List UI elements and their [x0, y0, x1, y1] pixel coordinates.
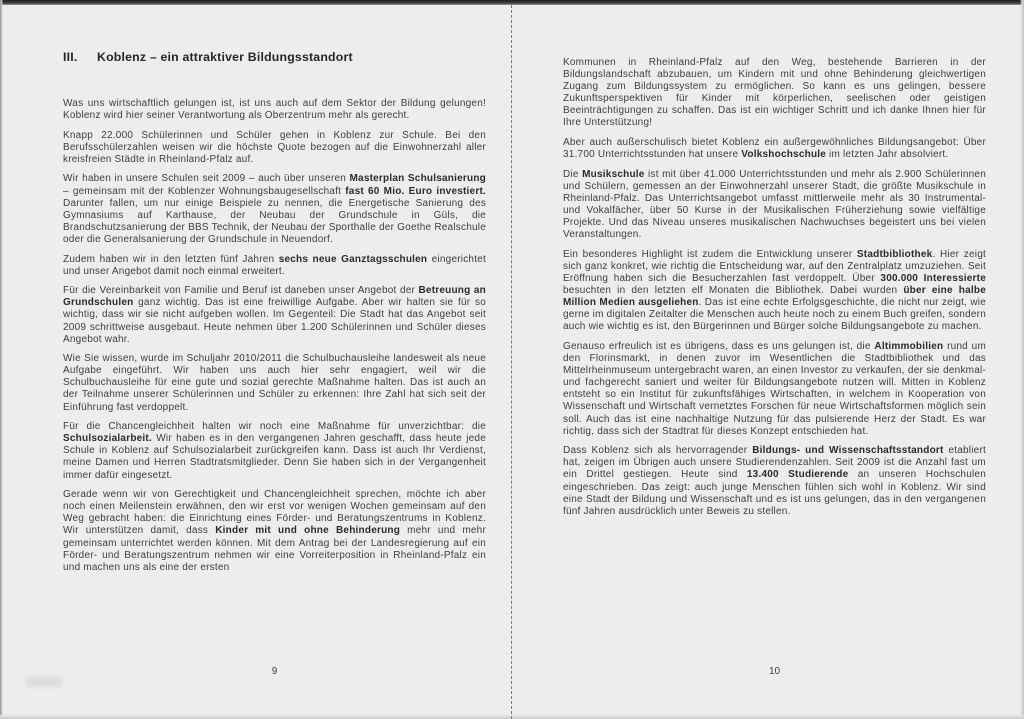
text-run: Die [563, 168, 583, 180]
text-run: . Das ist eine echte Erfolgsgeschichte, die nicht nur zeigt, wie gerne im digitalen Zeitalter die Menschen auch heute noch zu einem Buch greifen, sondern auch wie wichtig es ist, den Bürgerinnen und Bürger solche Bildungsangebote zu machen. [563, 297, 986, 333]
scan-left-edge [0, 0, 3, 719]
bold-text-run: Kinder mit und ohne Behinderung [215, 525, 401, 537]
text-run: an unseren Hochschulen eingeschrieben. Das zeigt: auch junge Menschen fühlen sich wohl in Koblenz. Wir sind eine Stadt der Bildung und Wissenschaft und es ist uns gelungen, das in den vergangenen fünf Jahren ausdrücklich unter Beweis zu stellen. [563, 469, 986, 517]
paragraph [63, 130, 486, 166]
text-run: etabliert hat, zeigen im Übrigen auch unsere Studierendenzahlen. Seit 2009 ist die Anzahl fast um ein Drittel gestiegen. Heute sind [563, 445, 986, 481]
page-number-left: 9 [271, 666, 278, 677]
text-run: ist mit über 41.000 Unterrichtsstunden und mehr als 2.900 Schülerinnen und Schülern, gemessen an der Einwohnerzahl unserer Stadt, die größte Musikschule in Rheinland-Pfalz. Das Unterrichtsangebot umfasst mittlerweile mehr als 30 Instrumental- und Vokalfächer, über 50 Kurse in der Musikalischen Früherziehung sowie vielfältige Projekte. Und das Niveau unseres musikalischen Nachwuchses begeistert uns bei vielen Veranstaltungen. [563, 168, 986, 241]
bold-text-run: Schulsozialarbeit. [63, 433, 152, 445]
text-run: rund um den Florinsmarkt, in denen zuvor im Wesentlichen die Stadtbibliothek und das Mittelrheinmuseum untergebracht waren, an einen Investor zu verkaufen, der sie denkmal- und fachgerecht saniert und weiter für Bildungsangebote nutzen will. Mitten in Koblenz entsteht so ein Institut für zukunftsfähiges Wirtschaften, in welchem in Kooperation von Wissenschaft und Wirtschaft vernetztes Forschen für neue Wirtschaftsformen möglich sein soll. Auch das ist eine nachhaltige Nutzung für das pulsierende Herz der Stadt. Es war richtig, dass sich der Stadtrat für dieses Konzept entschieden hat. [563, 340, 986, 437]
page-number-right: 10 [768, 666, 781, 677]
text-run: Knapp 22.000 Schülerinnen und Schüler gehen in Koblenz zur Schule. Bei den Berufsschülerzahlen weisen wir die höchste Quote bezogen auf die Einwohnerzahl aller kreisfreien Städte in Rheinland-Pfalz auf. [63, 129, 486, 165]
bold-text-run: sechs neue Ganztagsschulen [278, 253, 428, 265]
text-run: Genauso erfreulich ist es übrigens, dass es uns gelungen ist, die [563, 340, 875, 352]
text-run: Zudem haben wir in den letzten fünf Jahren [63, 253, 279, 265]
text-run: Wir haben es in den vergangenen Jahren geschafft, dass heute jede Schule in Koblenz auf Schulsozialarbeit zurückgreifen kann. Dass ist auch Ihr Verdienst, meine Damen und Herren Stadtratsmitglieder. Denn Sie haben sich in der Vergangenheit immer dafür eingesetzt. [63, 433, 486, 481]
text-run: Gerade wenn wir von Gerechtigkeit und Chancengleichheit sprechen, möchte ich aber noch einen Meilenstein erwähnen, den wir erst vor wenigen Wochen gemeinsam auf den Weg gebracht haben: die Einrichtung eines Förder- und Beratungszentrums in Koblenz. Wir unterstützen damit, dass [63, 489, 486, 537]
paragraph [563, 341, 986, 438]
paragraph [563, 57, 986, 130]
scan-top-edge [0, 0, 1024, 5]
text-run: Aber auch außerschulisch bietet Koblenz ein außergewöhnliches Bildungsangebot: Über 31.700 Unterrichtsstunden hat unsere [563, 137, 986, 161]
text-run: Was uns wirtschaftlich gelungen ist, ist uns auch auf dem Sektor der Bildung gelungen! Koblenz wird hier seiner Verantwortung als Oberzentrum mehr als gerecht. [63, 98, 486, 122]
paragraph [63, 353, 486, 413]
text-run: Für die Vereinbarkeit von Familie und Beruf ist daneben unser Angebot der [63, 285, 419, 297]
paragraph [563, 137, 986, 161]
text-run: ganz wichtig. Das ist eine freiwillige Aufgabe. Aber wir halten sie für so wichtig, dass wir sie nicht aufgeben wollen. Im Gegenteil: Die Stadt hat das Angebot seit 2009 schrittweise ausgebaut. Heute nehmen über 1.200 Schülerinnen und Schüler dieses Angebot wahr. [63, 297, 486, 345]
section-title: Koblenz – ein attraktiver Bildungsstandort [97, 50, 353, 64]
text-run: im letzten Jahr absolviert. [826, 149, 949, 161]
scan-bottom-edge [0, 714, 1024, 719]
section-number: III. [63, 50, 78, 64]
paragraph [63, 421, 486, 481]
page-fold-divider [511, 5, 512, 719]
text-run: Dass Koblenz sich als hervorragender [563, 445, 753, 457]
paragraph [63, 254, 486, 278]
bold-text-run: 13.400 Studierende [746, 469, 849, 481]
text-run: Wie Sie wissen, wurde im Schuljahr 2010/2011 die Schulbuchausleihe landesweit als neue Aufgabe eingeführt. Wir haben uns auch hier sehr engagiert, weil wir die Schulbuchausleihe für eine gute und sozial gerechte Maßnahme halten. Das ist auch an der Teilnahme unserer Schülerinnen und Schüler zu erkennen: Ihre Zahl hat sich seit der Einführung fast verdoppelt. [63, 353, 486, 413]
page-right [563, 57, 986, 518]
page-left [63, 50, 486, 574]
text-run: Für die Chancengleichheit halten wir noch eine Maßnahme für unverzichtbar: die [63, 421, 486, 433]
bold-text-run: Musikschule [582, 168, 645, 180]
paragraph [563, 445, 986, 518]
bold-text-run: über eine halbe Million Medien ausgeliehen [563, 285, 986, 309]
bold-text-run: Betreuung an Grundschulen [63, 285, 486, 309]
text-run: Ein besonderes Highlight ist zudem die Entwicklung unserer [563, 248, 857, 260]
page-left-body [63, 98, 486, 574]
text-run: . Hier zeigt sich ganz konkret, wie richtig die Entscheidung war, auf den Zentralplatz umzuziehen. Seit Eröffnung haben sich die Besucherzahlen fast verdoppelt. Über [563, 248, 986, 284]
text-run: Darunter fallen, um nur einige Beispiele zu nennen, die Energetische Sanierung des Gymnasiums auf Karthause, der Neubau der Grundschule in Güls, die Brandschutzsanierung der BBS Technik, der Neubau der Sporthalle der Goethe Realschule oder die Generalsanierung der Grundschule in Neuendorf. [63, 197, 486, 245]
paragraph [63, 98, 486, 122]
scan-right-edge [1020, 0, 1024, 719]
bold-text-run: Bildungs- und Wissenschaftsstandort [752, 445, 944, 457]
bold-text-run: Stadtbibliothek [856, 248, 933, 260]
bold-text-run: Masterplan Schulsanierung [349, 173, 486, 185]
text-run: eingerichtet und unser Angebot damit noch einmal erweitert. [63, 253, 486, 277]
text-run: mehr und mehr gemeinsam unterrichtet werden können. Mit dem Antrag bei der Landesregierung auf ein Förder- und Beratungszentrum nehmen wir eine Vorreiterposition in Rheinland-Pfalz ein und machen uns als eine der ersten [63, 525, 487, 573]
paragraph [563, 249, 986, 334]
text-run: – gemeinsam mit der Koblenzer Wohnungsbaugesellschaft [63, 185, 346, 197]
section-heading [63, 50, 486, 64]
text-run: Wir haben in unsere Schulen seit 2009 – auch über unseren [63, 173, 350, 185]
text-run: besuchten in den letzten elf Monaten die Bibliothek. Dabei wurden [563, 285, 904, 297]
paragraph [63, 285, 486, 345]
faint-watermark [26, 676, 62, 687]
bold-text-run: Volkshochschule [741, 149, 827, 161]
bold-text-run: 300.000 Interessierte [880, 273, 986, 284]
paragraph [63, 173, 486, 246]
paragraph [63, 489, 486, 574]
bold-text-run: fast 60 Mio. Euro investiert. [345, 185, 487, 197]
text-run: Kommunen in Rheinland-Pfalz auf den Weg, bestehende Barrieren in der Bildungslandschaft abzubauen, um Kindern mit und ohne Behinderung gleichwertigen Zugang zum Bildungssystem zu ermöglichen. So kann es uns gelingen, bessere Zukunftsperspektiven für Kinder mit körperlichen, seelischen oder geistigen Beeinträchtigungen zu schaffen. Das ist ein wichtiger Schritt und ich danke Ihnen hier für Ihre Unterstützung! [563, 57, 986, 129]
paragraph [563, 169, 986, 242]
page-right-body [563, 57, 986, 518]
bold-text-run: Altimmobilien [874, 340, 944, 352]
